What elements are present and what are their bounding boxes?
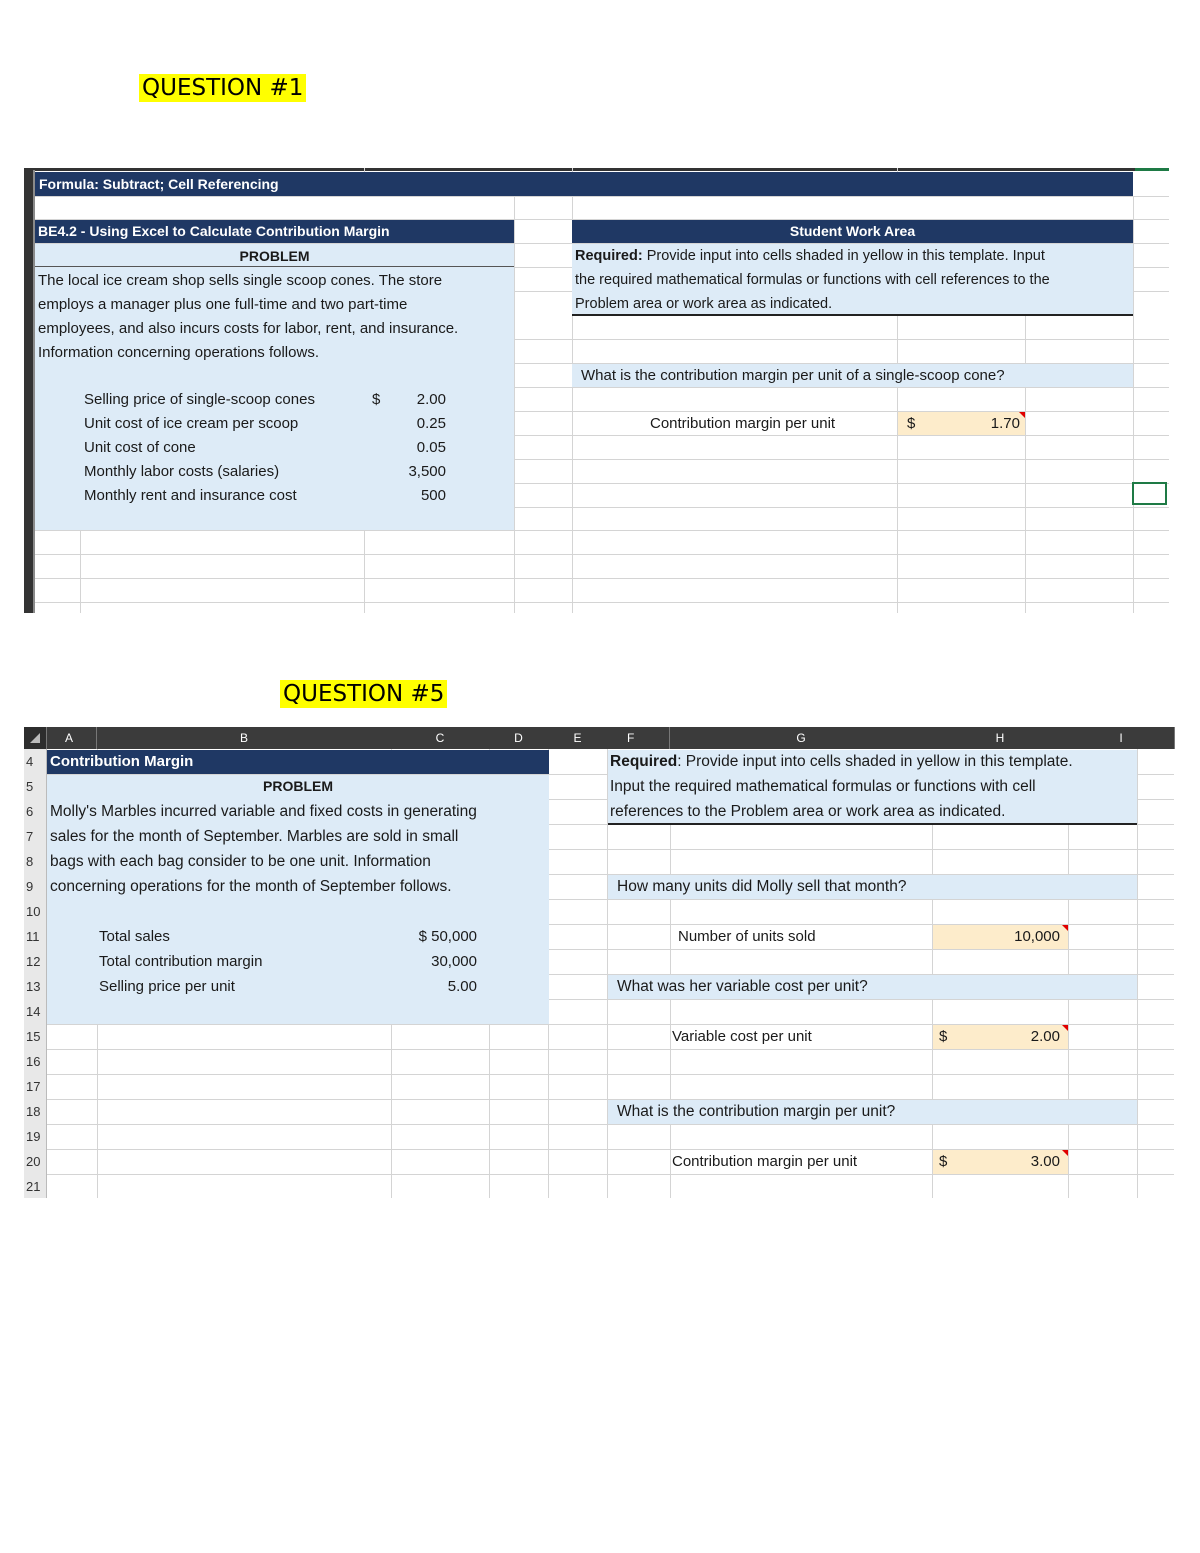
column-header-f[interactable]: F xyxy=(607,727,670,749)
q1-question: What is the contribution margin per unit of a single-scoop cone? xyxy=(581,367,1005,384)
row-header[interactable]: 4 xyxy=(24,754,46,769)
comment-indicator-icon xyxy=(1019,412,1025,418)
q5-answer-3-currency: $ xyxy=(939,1153,948,1170)
q1-data-value-1: 2.00 xyxy=(416,391,446,408)
q1-required-line-2: the required mathematical formulas or functions with cell references to the xyxy=(575,272,1050,288)
q1-problem-line-1: The local ice cream shop sells single scoop cones. The store xyxy=(38,272,443,289)
row-header[interactable]: 15 xyxy=(24,1029,46,1044)
q1-answer-value: 1.70 xyxy=(990,415,1020,432)
q1-data-label-1: Selling price of single-scoop cones xyxy=(84,391,315,408)
row-header[interactable]: 20 xyxy=(24,1154,46,1169)
q5-problem-line-3: bags with each bag consider to be one unit. Information xyxy=(50,853,431,870)
column-header-b[interactable]: B xyxy=(97,727,392,749)
q5-problem-label: PROBLEM xyxy=(263,778,333,794)
q5-question-1: How many units did Molly sell that month? xyxy=(617,878,907,895)
q1-problem-line-3: employees, and also incurs costs for labor, rent, and insurance. xyxy=(38,320,459,337)
row-header[interactable]: 17 xyxy=(24,1079,46,1094)
q5-problem-line-2: sales for the month of September. Marbles are sold in small xyxy=(50,828,459,845)
q1-data-value-5: 500 xyxy=(420,487,446,504)
q5-header: Contribution Margin xyxy=(47,750,549,774)
column-header-h[interactable]: H xyxy=(932,727,1069,749)
row-header[interactable]: 14 xyxy=(24,1004,46,1019)
formula-header: Formula: Subtract; Cell Referencing xyxy=(35,172,1133,196)
question-1-title: QUESTION #1 xyxy=(139,74,306,102)
q5-question-2: What was her variable cost per unit? xyxy=(617,978,868,995)
column-header-d[interactable]: D xyxy=(489,727,549,749)
q5-problem-line-4: concerning operations for the month of September follows. xyxy=(50,878,452,895)
question-5-title: QUESTION #5 xyxy=(280,680,447,708)
q5-required-line-3: references to the Problem area or work area as indicated. xyxy=(610,803,1006,820)
column-header-e[interactable]: E xyxy=(548,727,608,749)
q1-data-value-2: 0.25 xyxy=(416,415,446,432)
row-header[interactable]: 8 xyxy=(24,854,46,869)
comment-indicator-icon xyxy=(1062,1025,1068,1031)
q1-required-line-3: Problem area or work area as indicated. xyxy=(575,296,833,312)
row-header[interactable]: 19 xyxy=(24,1129,46,1144)
q1-data-label-2: Unit cost of ice cream per scoop xyxy=(84,415,299,432)
q5-question-3: What is the contribution margin per unit? xyxy=(617,1103,896,1120)
row-header[interactable]: 7 xyxy=(24,829,46,844)
select-all-corner[interactable] xyxy=(24,727,47,749)
row-header[interactable]: 9 xyxy=(24,879,46,894)
column-header-a[interactable]: A xyxy=(47,727,97,749)
q5-answer-2-value: 2.00 xyxy=(1030,1028,1060,1045)
row-header[interactable]: 12 xyxy=(24,954,46,969)
q5-answer-2-label: Variable cost per unit xyxy=(672,1028,812,1045)
q5-data-value-3: 5.00 xyxy=(447,978,477,995)
row-header[interactable]: 16 xyxy=(24,1054,46,1069)
q5-required-line-1: Required: Provide input into cells shaded in yellow in this template. xyxy=(610,753,1073,770)
q1-problem-label: PROBLEM xyxy=(239,248,310,264)
q1-answer-currency: $ xyxy=(907,415,916,432)
q5-data-value-1: $ 50,000 xyxy=(418,928,477,945)
row-header[interactable]: 5 xyxy=(24,779,46,794)
q5-answer-1-label: Number of units sold xyxy=(678,928,816,945)
q1-data-label-3: Unit cost of cone xyxy=(84,439,196,456)
selected-cell[interactable] xyxy=(1132,482,1167,505)
q1-answer-label: Contribution margin per unit xyxy=(650,415,836,432)
row-header[interactable]: 18 xyxy=(24,1104,46,1119)
q1-data-label-5: Monthly rent and insurance cost xyxy=(84,487,297,504)
q5-data-label-1: Total sales xyxy=(99,928,170,945)
row-header[interactable]: 10 xyxy=(24,904,46,919)
comment-indicator-icon xyxy=(1062,925,1068,931)
q5-data-value-2: 30,000 xyxy=(431,953,477,970)
q1-work-area-title: Student Work Area xyxy=(572,220,1133,243)
q5-problem-line-1: Molly's Marbles incurred variable and fixed costs in generating xyxy=(50,803,477,820)
q1-data-currency-1: $ xyxy=(372,391,381,408)
q1-data-value-3: 0.05 xyxy=(416,439,446,456)
column-header-i[interactable]: I xyxy=(1068,727,1175,749)
row-header[interactable]: 21 xyxy=(24,1179,46,1194)
q5-answer-3-label: Contribution margin per unit xyxy=(672,1153,858,1170)
row-header[interactable]: 11 xyxy=(24,929,46,944)
q5-data-label-2: Total contribution margin xyxy=(99,953,263,970)
q1-problem-line-2: employs a manager plus one full-time and two part-time xyxy=(38,296,408,313)
q5-data-label-3: Selling price per unit xyxy=(99,978,235,995)
row-header[interactable]: 13 xyxy=(24,979,46,994)
q1-data-value-4: 3,500 xyxy=(408,463,446,480)
row-header[interactable]: 6 xyxy=(24,804,46,819)
q5-required-line-2: Input the required mathematical formulas or functions with cell xyxy=(610,778,1036,795)
q1-data-label-4: Monthly labor costs (salaries) xyxy=(84,463,280,480)
q5-answer-2-currency: $ xyxy=(939,1028,948,1045)
q5-answer-1-value: 10,000 xyxy=(1014,928,1060,945)
column-header-c[interactable]: C xyxy=(391,727,490,749)
q1-problem-line-4: Information concerning operations follows. xyxy=(38,344,319,361)
q1-required-line-1: Required: Provide input into cells shaded in yellow in this template. Input xyxy=(575,248,1045,264)
comment-indicator-icon xyxy=(1062,1150,1068,1156)
q5-answer-3-value: 3.00 xyxy=(1030,1153,1060,1170)
q1-problem-title: BE4.2 - Using Excel to Calculate Contribution Margin xyxy=(35,220,514,243)
column-header-g[interactable]: G xyxy=(670,727,933,749)
